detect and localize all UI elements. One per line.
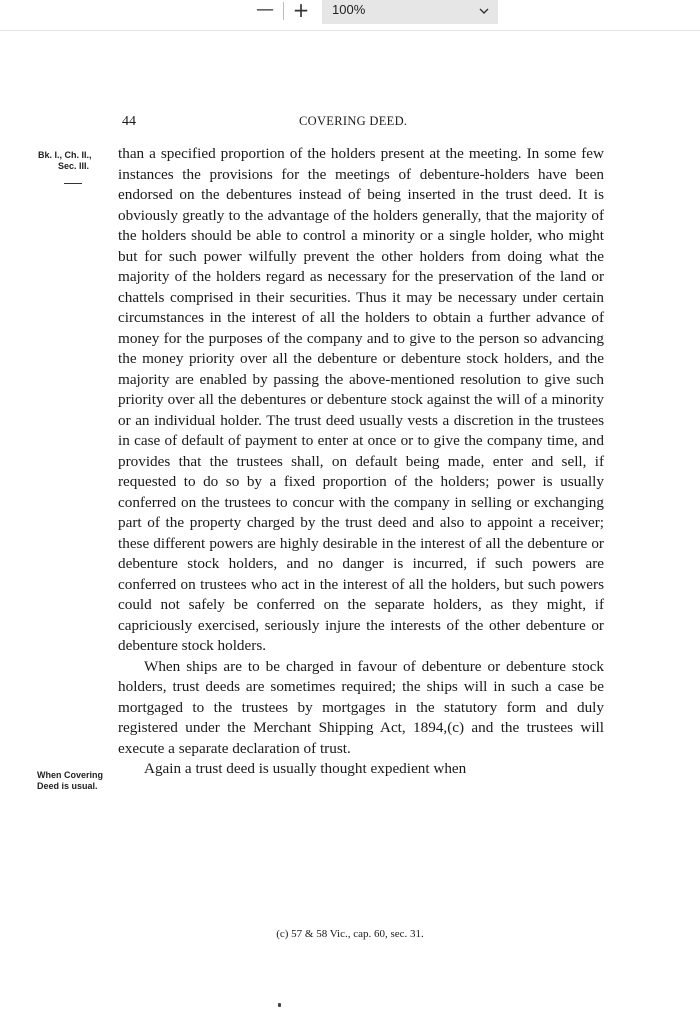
paragraph: Again a trust deed is usually thought expedient when [144, 760, 467, 777]
page-header [0, 110, 700, 132]
ink-mark [278, 1003, 281, 1007]
running-title: COVERING DEED. [299, 114, 408, 128]
margin-note-line: When Covering [37, 770, 104, 780]
footnote: (c) 57 & 58 Vic., cap. 60, sec. 31. [276, 928, 424, 940]
toolbar-separator [0, 30, 700, 31]
paragraph: than a specified proportion of the holders present at the meeting. In some few instances the provisions for the meetings of debenture-holders have been endorsed on the debentures instead of being inserted in the trust deed. It is obviously greatly to the advantage of the holders generally, that the majority of the holders should be able to control a minority or a single holder, who might but for such power wilfully prevent the other holders from doing what the majority of the holders regard as necessary for the preservation of the land or chattels comprised in their securities. Thus it may be necessary under certain circumstances in the interest of all the holders to obtain a further advance of money for the purposes of the company and to give to the person so advancing the money priority over all the debenture or debenture stock holders, and the majority are enabled by passing the above-mentioned resolution to give such priority over all the debentures or debenture stock against the will of a minority or an individual holder. The trust deed usually vests a discretion in the trustees in case of default of payment to enter at once or to give the company time, and provides that the trustees shall, on default being made, enter and sell, if requested to do so by a fixed proportion of the holders; power is usually conferred on the trustees to concur with the company in selling or exchanging part of the property charged by the trust deed and also to appoint a receiver; these different powers are highly desirable in the interest of all the debenture or debenture stock holders, and no danger is incurred, if such powers are conferred on trustees who act in the interest of all the holders, but such powers could not safely be conferred on the separate holders, as they might, if capriciously exercised, seriously injure the interests of the other debenture or debenture stock holders. [118, 145, 604, 654]
zoom-level-value: 100% [332, 2, 366, 17]
margin-note-chapter [38, 150, 120, 172]
zoom-in-button[interactable]: + [292, 0, 310, 22]
margin-note-line: Bk. I., Ch. II., [38, 150, 92, 160]
paragraph: When ships are to be charged in favour of debenture or debenture stock holders, trust deeds are sometimes required; the ships will in such a case be mortgaged to the trustees by mortgages in the statutory form and duly registered under the Merchant Shipping Act, 1894,(c) and the trustees will execute a separate declaration of trust. [118, 657, 604, 757]
margin-note-covering-deed [37, 770, 119, 792]
toolbar-divider [283, 2, 284, 20]
zoom-toolbar [0, 0, 700, 26]
margin-note-line: Deed is usual. [37, 781, 98, 791]
body-text [118, 144, 604, 780]
page-number: 44 [122, 114, 136, 129]
chevron-down-icon [478, 6, 490, 16]
margin-note-line: Sec. III. [58, 161, 90, 171]
zoom-out-button[interactable]: — [256, 0, 274, 20]
margin-rule [64, 183, 82, 184]
zoom-level-dropdown[interactable] [322, 0, 498, 24]
